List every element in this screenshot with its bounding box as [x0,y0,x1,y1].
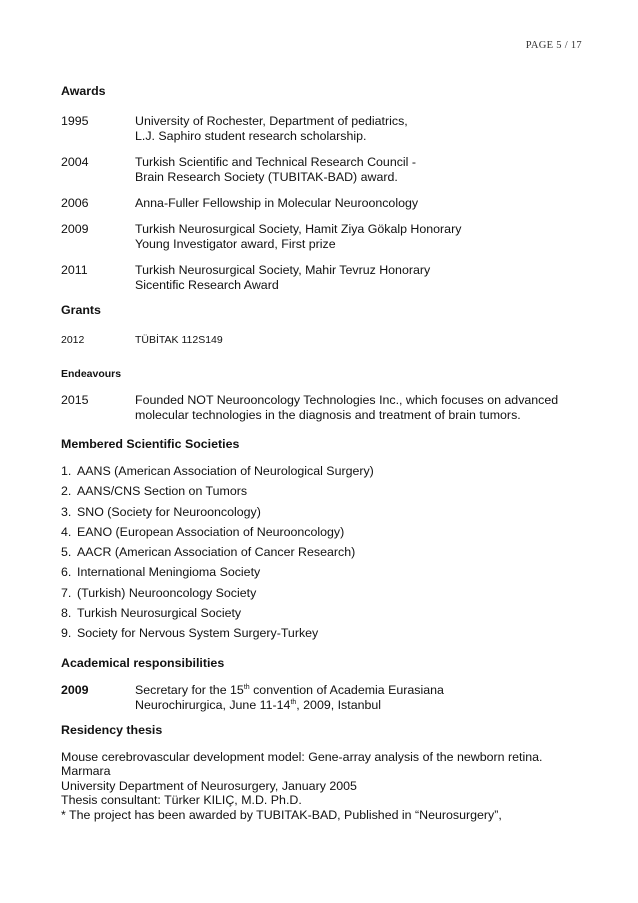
page-number: PAGE 5 / 17 [525,40,582,51]
award-year: 2011 [61,263,88,277]
grant-text: TÜBİTAK 112S149 [135,334,223,346]
superscript: th [243,683,250,691]
list-item [61,464,586,484]
award-line: Sicentific Research Award [135,278,279,292]
award-text [135,155,586,196]
award-year: 2006 [61,196,89,210]
award-entry [61,155,586,196]
grants-heading: Grants [61,303,101,317]
awards-heading: Awards [61,84,106,98]
award-line: Brain Research Society (TUBITAK-BAD) award. [135,170,398,184]
award-line: Turkish Neurosurgical Society, Hamit Ziya Gökalp Honorary [135,222,462,236]
award-line: Young Investigator award, First prize [135,237,336,251]
list-text: (Turkish) Neurooncology Society [77,585,257,600]
cv-content [61,84,586,822]
academical-line [135,683,586,698]
endeavour-text [135,393,586,437]
list-item [61,606,586,626]
award-line: L.J. Saphiro student research scholarship. [135,129,367,143]
award-line: Turkish Scientific and Technical Research Council - [135,155,416,169]
award-entry [61,222,586,263]
list-number: 7. [61,585,72,600]
list-item [61,545,586,565]
list-text: AANS (American Association of Neurological Surgery) [77,464,374,478]
academical-year: 2009 [61,682,89,697]
award-text [135,196,586,222]
award-entry [61,114,586,155]
grant-entry [61,333,586,367]
residency-line: Thesis consultant: Türker KILIÇ, M.D. Ph.D. [61,793,302,808]
academical-line [135,698,586,713]
list-text: Society for Nervous System Surgery-Turkey [77,626,319,641]
list-number: 5. [61,545,72,560]
list-item [61,525,586,545]
residency-line: University Department of Neurosurgery, January 2005 [61,778,357,793]
academical-text-part: , 2009, Istanbul [296,697,382,712]
academical-text-part: Secretary for the 15 [135,682,244,697]
academical-text-part: Neurochirurgica, June 11-14 [135,697,291,712]
residency-line: Mouse cerebrovascular development model: Gene-array analysis of the newborn retina. Marmara [61,749,543,779]
list-text: AACR (American Association of Cancer Research) [77,545,356,560]
societies-heading: Membered Scientific Societies [61,437,240,451]
list-number: 8. [61,606,72,621]
academical-heading: Academical responsibilities [61,655,225,670]
award-text [135,114,586,155]
academical-text-part: convention of Academia Eurasiana [249,682,444,697]
societies-list [61,464,586,647]
award-entry [61,263,586,303]
award-year: 2009 [61,222,89,236]
residency-heading: Residency thesis [61,722,163,737]
endeavour-year: 2015 [61,393,89,407]
list-item [61,565,586,585]
award-line: Turkish Neurosurgical Society, Mahir Tevruz Honorary [135,263,431,277]
list-number: 9. [61,626,72,641]
superscript: th [290,698,297,706]
award-year: 2004 [61,155,89,169]
list-item [61,484,586,504]
endeavour-entry [61,393,586,437]
academical-text [135,683,586,723]
award-entry [61,196,586,222]
academical-entry [61,683,586,723]
list-text: International Meningioma Society [77,565,261,580]
award-text [135,222,586,263]
list-number: 6. [61,565,72,580]
award-line: University of Rochester, Department of pediatrics, [135,114,408,128]
list-number: 3. [61,504,72,519]
award-line: Anna-Fuller Fellowship in Molecular Neurooncology [135,196,419,210]
list-text: EANO (European Association of Neurooncology) [77,524,345,539]
list-text: AANS/CNS Section on Tumors [77,484,248,499]
list-number: 1. [61,464,72,478]
list-item [61,626,586,646]
list-text: SNO (Society for Neurooncology) [77,504,261,519]
endeavours-heading: Endeavours [61,368,122,380]
list-number: 4. [61,524,72,539]
list-item [61,586,586,606]
endeavour-line: Founded NOT Neurooncology Technologies Inc., which focuses on advanced [135,393,559,407]
list-text: Turkish Neurosurgical Society [77,606,242,621]
grant-year: 2012 [61,334,85,346]
award-text [135,263,586,303]
endeavour-line: molecular technologies in the diagnosis and treatment of brain tumors. [135,408,521,422]
list-item [61,505,586,525]
list-number: 2. [61,484,72,499]
award-year: 1995 [61,114,89,128]
residency-line: * The project has been awarded by TUBITAK-BAD, Published in “Neurosurgery”, [61,807,502,822]
